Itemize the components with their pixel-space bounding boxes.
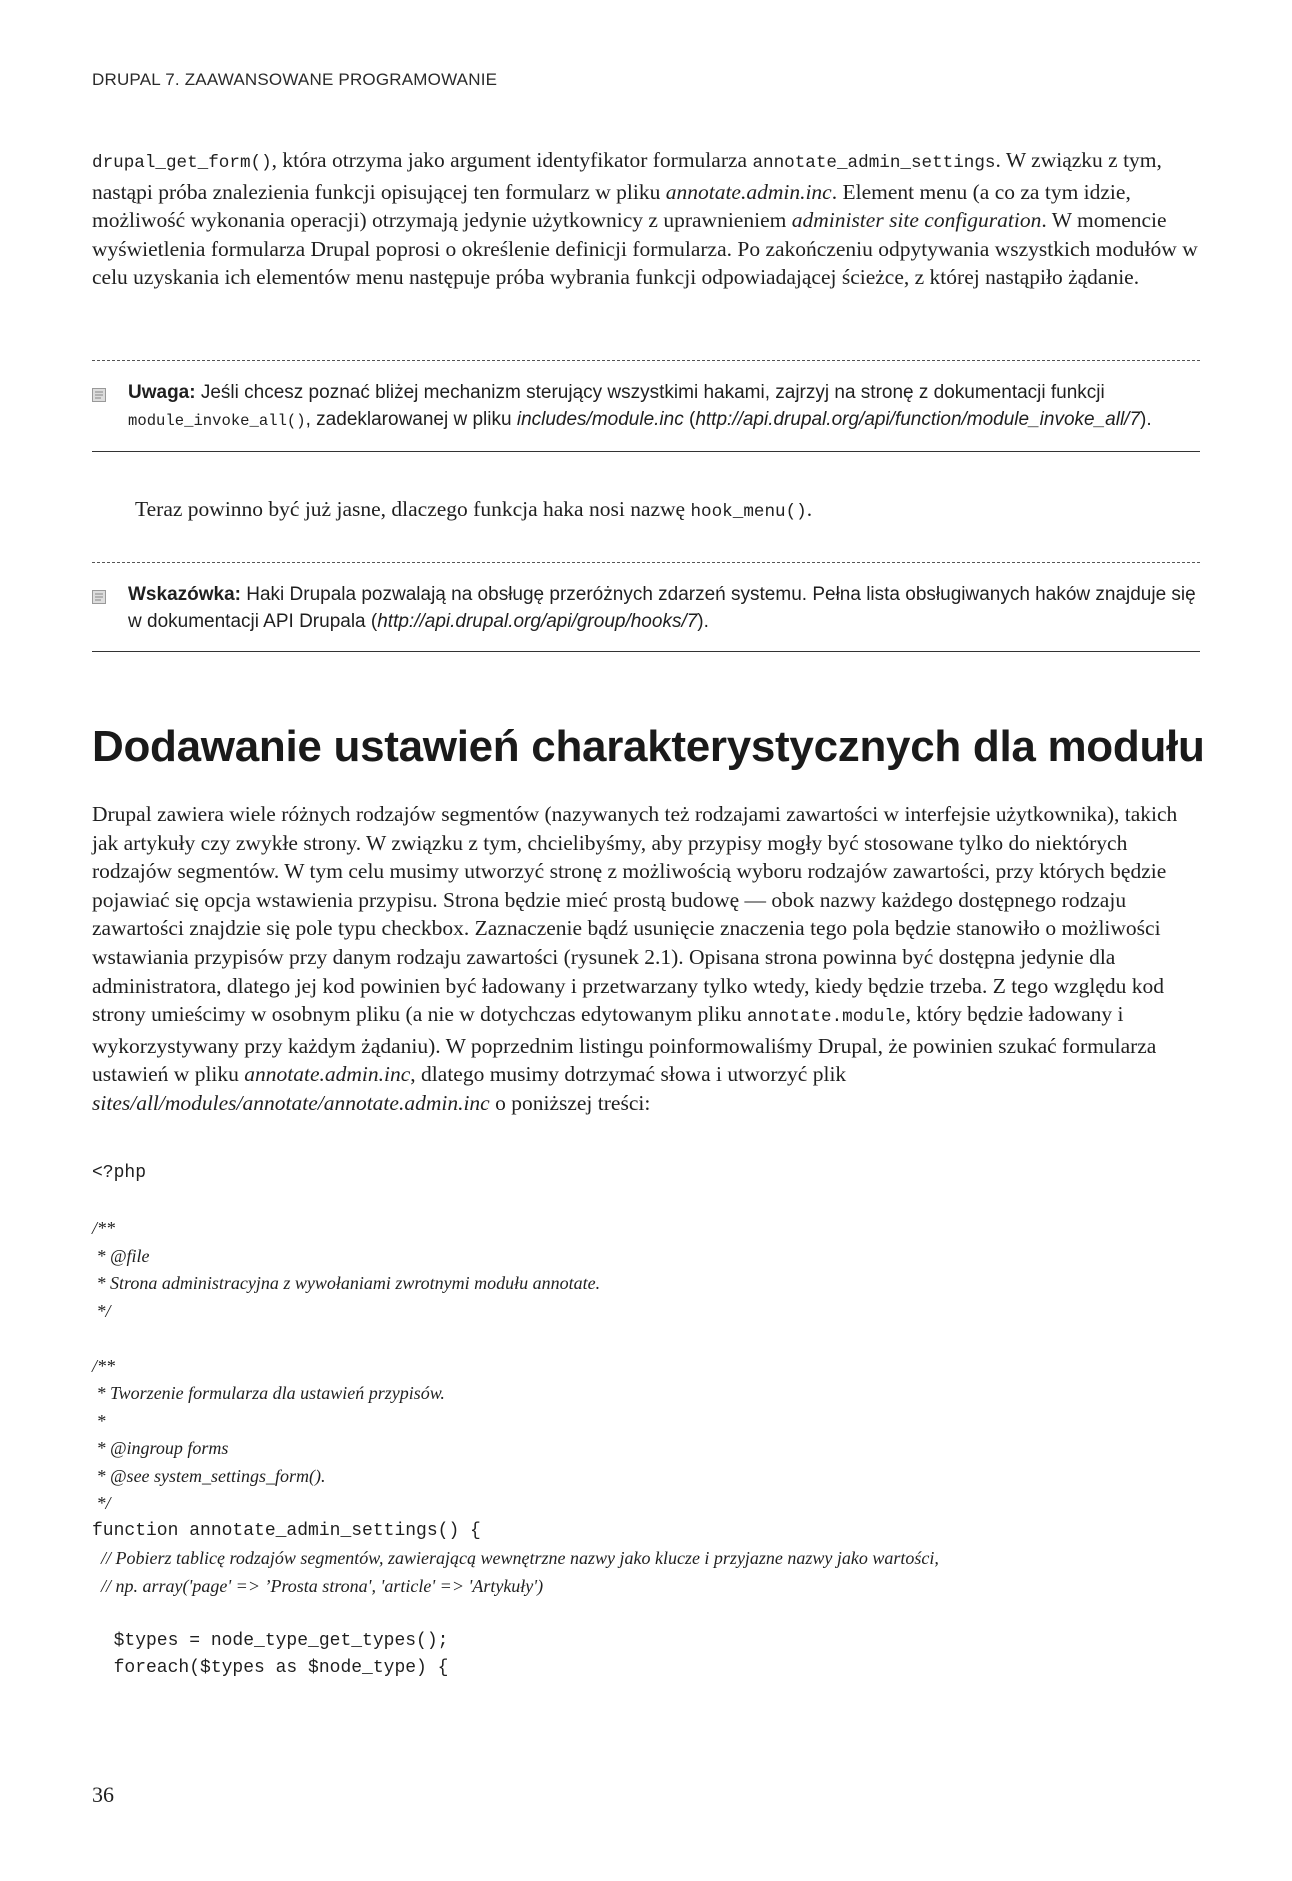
inline-code: annotate.module bbox=[747, 1007, 906, 1028]
note-lead: Uwaga: bbox=[128, 382, 196, 403]
note-box bbox=[92, 360, 1200, 452]
divider bbox=[92, 562, 1200, 563]
file-path: sites/all/modules/annotate/annotate.admin.inc bbox=[92, 1090, 490, 1115]
code-line: $types = node_type_get_types(); bbox=[92, 1630, 449, 1651]
file-name: includes/module.inc bbox=[516, 409, 684, 430]
paragraph-hook: Teraz powinno być już jasne, dlaczego funkcja haka nosi nazwę hook_menu(). bbox=[135, 497, 813, 522]
code-line bbox=[92, 1188, 1200, 1216]
file-name: annotate.admin.inc bbox=[665, 179, 832, 204]
code-comment-line: /** bbox=[92, 1355, 116, 1376]
tip-icon bbox=[92, 581, 128, 613]
inline-code: drupal_get_form() bbox=[92, 153, 272, 173]
code-line bbox=[92, 1325, 1200, 1353]
paragraph-settings: Drupal zawiera wiele różnych rodzajów segmentów (nazywanych też rodzajami zawartości w interfejsie użytkownika), takich jak artykuły czy zwykłe strony. W związku z tym, chcielibyśmy, aby przypisy mogły być stosowane tylko do niektórych rodzajów segmentów. W tym celu musimy utworzyć stronę z możliwością wyboru rodzajów zawartości, przy których będzie pojawiać się opcja wstawienia przypisu. Strona będzie mieć prostą budowę — obok nazwy każdego dostępnego rodzaju zawartości znajdzie się pole typu checkbox. Zaznaczenie bądź usunięcie znaczenia tego pola będzie stanowiło o możliwości wstawiania przypisów przy danym rodzaju zawartości (rysunek 2.1). Opisana strona powinna być dostępna jedynie dla administratora, dlatego jej kod powinien być ładowany i przetwarzany tylko wtedy, kiedy będzie trzeba. Z tego względu kod strony umieścimy w osobnym pliku (a nie w dotychczas edytowanym pliku annotate.module, który będzie ładowany i wykorzystywany przy każdym żądaniu). W poprzednim listingu poinformowaliśmy Drupal, że powinien szukać formularza ustawień w pliku annotate.admin.inc, dlatego musimy dotrzymać słowa i utworzyć plik sites/all/modules/annotate/annotate.admin.inc o poniższej treści: bbox=[92, 802, 1178, 1115]
doc-link[interactable]: http://api.drupal.org/api/function/module_invoke_all/7 bbox=[695, 409, 1141, 430]
code-comment-line: * @ingroup forms bbox=[92, 1438, 229, 1458]
code-comment-line: // Pobierz tablicę rodzajów segmentów, zawierającą wewnętrzne nazwy jako klucze i przyjazne nazwy jako wartości, bbox=[92, 1548, 939, 1568]
code-comment-line: */ bbox=[92, 1493, 111, 1513]
code-comment-line: * Strona administracyjna z wywołaniami zwrotnymi modułu annotate. bbox=[92, 1273, 601, 1293]
permission-name: administer site configuration bbox=[791, 208, 1042, 233]
code-comment-line: * bbox=[92, 1410, 106, 1431]
tip-box bbox=[92, 562, 1200, 652]
code-listing bbox=[92, 1160, 1200, 1683]
divider bbox=[92, 451, 1200, 452]
tip-text: Wskazówka: Haki Drupala pozwalają na obsługę przeróżnych zdarzeń systemu. Pełna lista obsługiwanych haków znajduje się w dokumentacji API Drupala (http://api.drupal.org/api/group/hooks/7). bbox=[128, 584, 1196, 632]
running-header: DRUPAL 7. ZAAWANSOWANE PROGRAMOWANIE bbox=[92, 70, 498, 89]
doc-link[interactable]: http://api.drupal.org/api/group/hooks/7 bbox=[377, 611, 698, 632]
inline-code: annotate_admin_settings bbox=[752, 153, 996, 173]
code-comment-line: // np. array('page' => ’Prosta strona', 'article' => 'Artykuły') bbox=[92, 1575, 544, 1596]
divider bbox=[92, 651, 1200, 652]
code-comment-line: * Tworzenie formularza dla ustawień przypisów. bbox=[92, 1383, 445, 1403]
code-comment-line: /** bbox=[92, 1218, 116, 1238]
note-text: Uwaga: Jeśli chcesz poznać bliżej mechanizm sterujący wszystkimi hakami, zajrzyj na stronę z dokumentacji funkcji module_invoke_all(), zadeklarowanej w pliku includes/module.inc (http://api.drupal.org/api/function/module_invoke_all/7). bbox=[128, 382, 1152, 430]
code-comment-line: * @file bbox=[92, 1245, 150, 1266]
inline-code: hook_menu() bbox=[690, 502, 807, 522]
page-number: 36 bbox=[92, 1782, 114, 1807]
tip-lead: Wskazówka: bbox=[128, 584, 241, 605]
code-line bbox=[92, 1600, 1200, 1628]
section-heading: Dodawanie ustawień charakterystycznych dla modułu bbox=[92, 722, 1205, 771]
file-name: annotate.admin.inc bbox=[244, 1062, 411, 1087]
note-icon bbox=[92, 379, 128, 411]
code-comment-line: * @see system_settings_form(). bbox=[92, 1465, 326, 1486]
divider bbox=[92, 360, 1200, 361]
code-line: foreach($types as $node_type) { bbox=[92, 1658, 449, 1678]
code-comment-line: */ bbox=[92, 1300, 111, 1321]
paragraph-intro: drupal_get_form(), która otrzyma jako argument identyfikator formularza annotate_admin_settings. W związku z tym, nastąpi próba znalezienia funkcji opisującej ten formularz w pliku annotate.admin.inc. Element menu (a co za tym idzie, możliwość wykonania operacji) otrzymają jedynie użytkownicy z uprawnieniem administer site configuration. W momencie wyświetlenia formularza Drupal poprosi o określenie definicji formularza. Po zakończeniu odpytywania wszystkich modułów w celu uzyskania ich elementów menu następuje próba wybrania funkcji odpowiadającej ścieżce, z której nastąpiło żądanie. bbox=[92, 148, 1198, 290]
inline-code: module_invoke_all() bbox=[128, 412, 306, 430]
code-line: function annotate_admin_settings() { bbox=[92, 1520, 481, 1541]
code-line: <?php bbox=[92, 1163, 147, 1183]
